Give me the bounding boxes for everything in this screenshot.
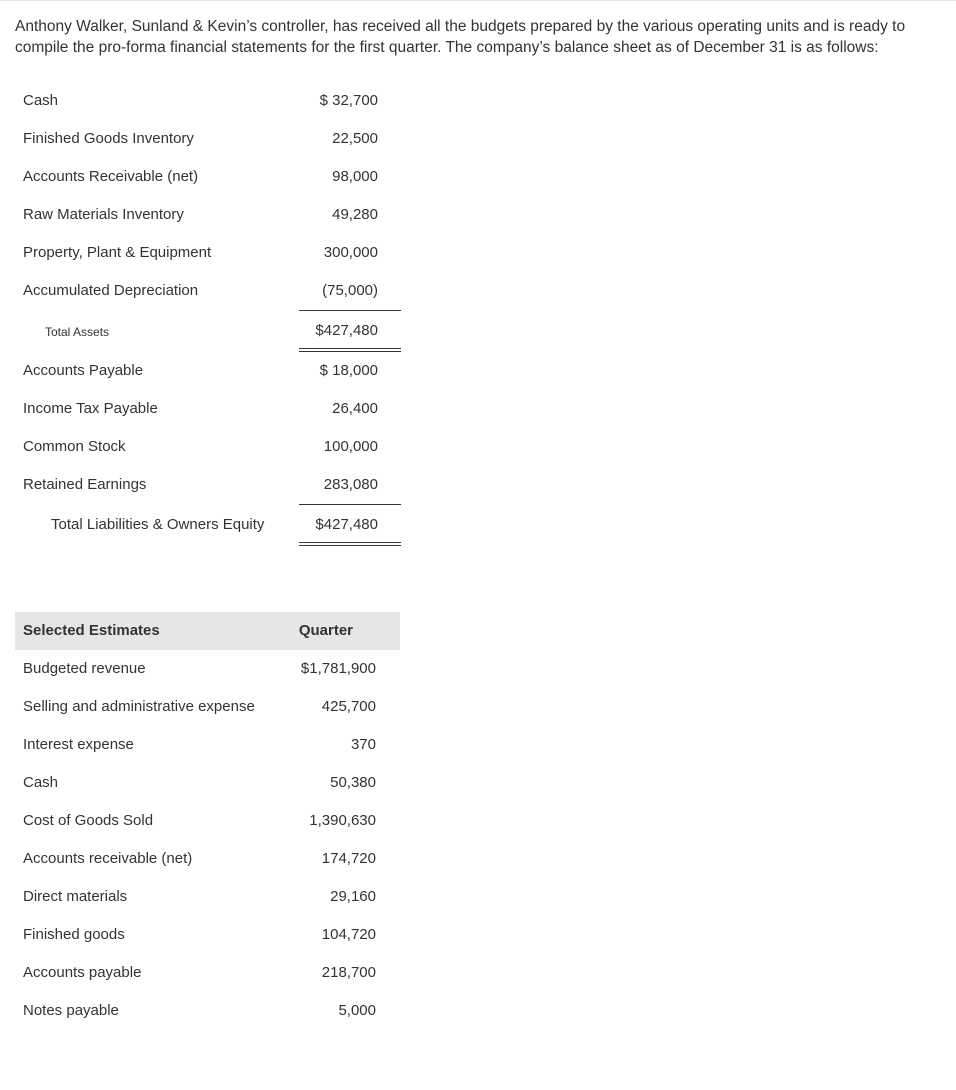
row-value: 26,400 [332, 400, 378, 417]
double-rule-bottom [299, 545, 401, 546]
row-value: 22,500 [332, 130, 378, 147]
row-value: 425,700 [321, 698, 376, 715]
row-value: 104,720 [321, 926, 376, 943]
subtotal-rule [299, 310, 401, 311]
table-row [0, 244, 420, 282]
row-label: Accounts receivable (net) [23, 850, 193, 867]
row-label: Common Stock [23, 438, 126, 455]
table-row [0, 888, 420, 926]
total-assets-label: Total Assets [45, 325, 110, 339]
row-label: Finished Goods Inventory [23, 130, 194, 147]
table-row [0, 130, 420, 168]
table-row [0, 736, 420, 774]
table-row [0, 362, 420, 400]
row-value: 218,700 [321, 964, 376, 981]
row-label: Notes payable [23, 1002, 119, 1019]
row-label: Direct materials [23, 888, 128, 905]
double-rule-top [299, 348, 401, 349]
table-row [0, 438, 420, 476]
row-label: Cost of Goods Sold [23, 812, 154, 829]
double-rule-top [299, 542, 401, 543]
table-row [0, 774, 420, 812]
row-value: 49,280 [332, 206, 378, 223]
table-row [0, 964, 420, 1002]
row-label: Finished goods [23, 926, 125, 943]
table-row [0, 812, 420, 850]
row-label: Accounts payable [23, 964, 142, 981]
row-value: 5,000 [338, 1002, 376, 1019]
table-row [0, 476, 420, 514]
table-row [0, 206, 420, 244]
row-value: 50,380 [330, 774, 376, 791]
row-value: 300,000 [323, 244, 378, 261]
row-value: $1,781,900 [300, 660, 376, 677]
total-liabilities-label: Total Liabilities & Owners Equity [51, 516, 265, 533]
row-value: $ 32,700 [319, 92, 378, 109]
row-label: Retained Earnings [23, 476, 147, 493]
row-value: $ 18,000 [319, 362, 378, 379]
row-label: Property, Plant & Equipment [23, 244, 212, 261]
row-label: Accounts Payable [23, 362, 144, 379]
row-label: Cash [23, 92, 59, 109]
table-row [0, 698, 420, 736]
table-row [0, 400, 420, 438]
table-row [0, 92, 420, 130]
estimates-header-label: Selected Estimates [23, 622, 160, 639]
intro-paragraph: Anthony Walker, Sunland & Kevin’s controller, has received all the budgets prepared by the various operating units and is ready to compile the pro-forma financial statements for the first quarter. The company’s balance sheet as of December 31 is as follows: [15, 18, 906, 56]
total-liabilities-row [0, 516, 420, 554]
subtotal-rule [299, 504, 401, 505]
top-border [0, 0, 956, 1]
row-value: 174,720 [321, 850, 376, 867]
row-value: 283,080 [323, 476, 378, 493]
table-row [0, 926, 420, 964]
row-label: Interest expense [23, 736, 134, 753]
double-rule-bottom [299, 351, 401, 352]
row-label: Income Tax Payable [23, 400, 158, 417]
estimates-header-row [0, 622, 420, 660]
table-row [0, 282, 420, 320]
row-label: Accumulated Depreciation [23, 282, 199, 299]
table-row [0, 850, 420, 888]
row-label: Raw Materials Inventory [23, 206, 184, 223]
table-row [0, 660, 420, 698]
row-label: Budgeted revenue [23, 660, 146, 677]
row-value: 100,000 [323, 438, 378, 455]
estimates-header-value: Quarter [298, 622, 353, 639]
row-value: 1,390,630 [309, 812, 376, 829]
row-value: 370 [350, 736, 376, 753]
total-liabilities-value: $427,480 [315, 516, 378, 533]
row-label: Cash [23, 774, 59, 791]
row-value: (75,000) [322, 282, 378, 299]
row-label: Selling and administrative expense [23, 698, 255, 715]
row-value: 98,000 [332, 168, 378, 185]
row-label: Accounts Receivable (net) [23, 168, 199, 185]
total-assets-value: $427,480 [315, 322, 378, 339]
table-row [0, 168, 420, 206]
total-assets-row [0, 322, 420, 360]
row-value: 29,160 [330, 888, 376, 905]
table-row [0, 1002, 420, 1040]
